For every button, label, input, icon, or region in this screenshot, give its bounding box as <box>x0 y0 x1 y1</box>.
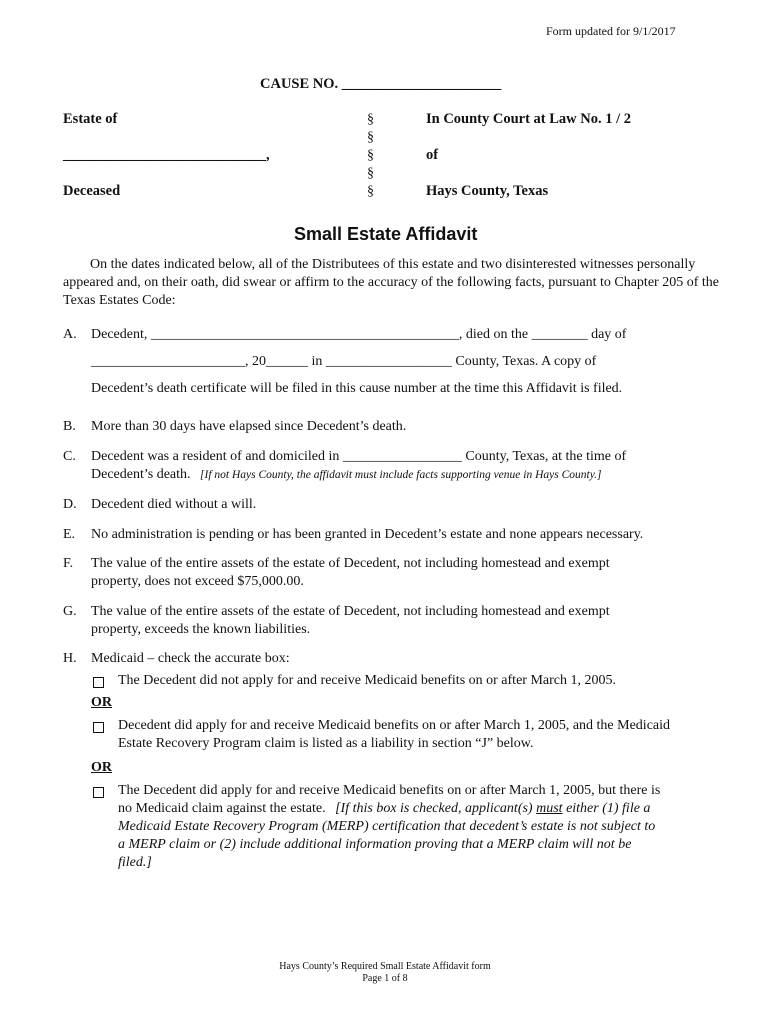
form-updated-note: Form updated for 9/1/2017 <box>546 24 676 38</box>
footer-form-name: Hays County’s Required Small Estate Affidavit form <box>279 961 491 972</box>
item-letter: E. <box>63 527 76 542</box>
item-letter: F. <box>63 556 74 571</box>
section-mark: § <box>367 166 374 181</box>
intro-paragraph: On the dates indicated below, all of the Distributees of this estate and two disinterested witnesses personally appeared and, on their oath, did swear or affirm to the accuracy of the following facts, pursuant to Chapter 205 of the Texas Estates Code: <box>63 257 719 308</box>
medicaid-option-2-line1: Decedent did apply for and receive Medicaid benefits on or after March 1, 2005, and the Medicaid <box>118 718 671 733</box>
item-h-text: Medicaid – check the accurate box: <box>91 651 290 666</box>
item-letter: G. <box>63 604 77 619</box>
item-letter: C. <box>63 449 76 464</box>
item-a-line1: Decedent, ____________________________________________, died on the ________ day of <box>91 327 627 342</box>
medicaid-option-1-checkbox[interactable] <box>93 677 104 688</box>
merp-note-line3: Medicaid Estate Recovery Program (MERP) certification that decedent’s estate is not subject to <box>118 819 656 834</box>
item-e-text: No administration is pending or has been granted in Decedent’s estate and none appears necessary. <box>91 527 644 542</box>
footer-page-number: Page 1 of 8 <box>362 973 408 984</box>
medicaid-option-2-line2: Estate Recovery Program claim is listed as a liability in section “J” below. <box>118 736 534 751</box>
merp-note-line4: a MERP claim or (2) include additional information proving that a MERP claim will not be <box>118 837 632 852</box>
item-letter: H. <box>63 651 77 666</box>
medicaid-option-3-checkbox[interactable] <box>93 787 104 798</box>
item-b-text: More than 30 days have elapsed since Decedent’s death. <box>91 419 407 434</box>
merp-note-must: must <box>536 801 563 816</box>
item-g-line1: The value of the entire assets of the estate of Decedent, not including homestead and exempt <box>91 604 610 619</box>
item-f-line1: The value of the entire assets of the estate of Decedent, not including homestead and exempt <box>91 556 610 571</box>
estate-name-line: ____________________________, <box>63 147 270 163</box>
or-separator: OR <box>91 695 112 710</box>
item-a-line2: ______________________, 20______ in __________________ County, Texas. A copy of <box>91 354 597 369</box>
item-g-line2: property, exceeds the known liabilities. <box>91 622 311 637</box>
item-letter: B. <box>63 419 76 434</box>
merp-note-start: [If this box is checked, applicant(s) <box>335 801 533 816</box>
section-mark: § <box>367 130 374 145</box>
medicaid-option-2-checkbox[interactable] <box>93 722 104 733</box>
court-name: In County Court at Law No. 1 / 2 <box>426 111 632 127</box>
item-letter: D. <box>63 497 77 512</box>
item-c-line2-text: Decedent’s death. <box>91 467 191 482</box>
court-of: of <box>426 147 439 163</box>
cause-number: CAUSE NO. ______________________ <box>260 76 502 92</box>
medicaid-option-3-text: no Medicaid claim against the estate. <box>118 801 326 816</box>
merp-note-continue: either (1) file a <box>566 801 651 816</box>
item-d-text: Decedent died without a will. <box>91 497 257 512</box>
item-c-line2 <box>91 467 602 483</box>
section-mark: § <box>367 148 374 163</box>
item-letter: A. <box>63 327 77 342</box>
estate-of-label: Estate of <box>63 111 118 127</box>
venue-note: [If not Hays County, the affidavit must include facts supporting venue in Hays County.] <box>200 469 602 481</box>
item-a-line3: Decedent’s death certificate will be filed in this cause number at the time this Affidavit is filed. <box>91 381 623 396</box>
or-separator: OR <box>91 760 112 775</box>
medicaid-option-1-label: The Decedent did not apply for and receive Medicaid benefits on or after March 1, 2005. <box>118 673 616 688</box>
section-mark: § <box>367 184 374 199</box>
page-title: Small Estate Affidavit <box>294 224 478 244</box>
item-f-line2: property, does not exceed $75,000.00. <box>91 574 304 589</box>
merp-note-line5: filed.] <box>118 855 152 870</box>
item-c-line1: Decedent was a resident of and domiciled in _________________ County, Texas, at the time of <box>91 449 627 464</box>
medicaid-option-3-line1: The Decedent did apply for and receive Medicaid benefits on or after March 1, 2005, but there is <box>118 783 661 798</box>
medicaid-option-3-line2 <box>118 801 650 817</box>
county-name: Hays County, Texas <box>426 183 549 199</box>
section-mark: § <box>367 112 374 127</box>
deceased-label: Deceased <box>63 183 121 199</box>
